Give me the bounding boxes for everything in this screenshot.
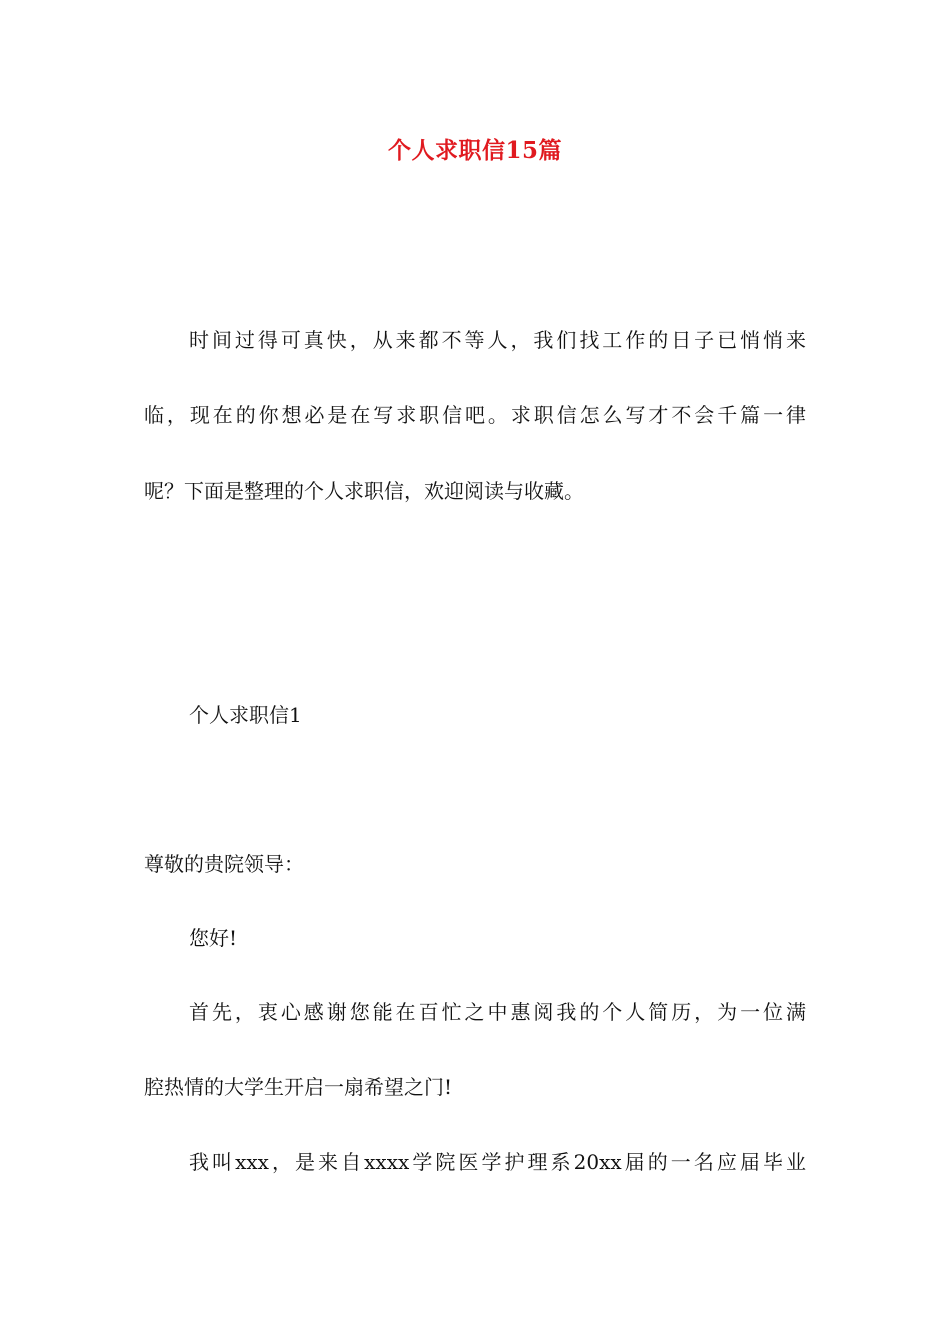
greeting: 您好! [189, 926, 238, 950]
para2-line-1: 我叫xxx，是来自xxxx学院医学护理系20xx届的一名应届毕业 [189, 1150, 806, 1174]
document-title: 个人求职信15篇 [387, 137, 562, 164]
para1-line-2: 腔热情的大学生开启一扇希望之门! [144, 1075, 453, 1099]
intro-line-1: 时间过得可真快，从来都不等人，我们找工作的日子已悄悄来 [189, 328, 806, 352]
salutation: 尊敬的贵院领导： [144, 852, 304, 876]
intro-line-3: 呢？下面是整理的个人求职信，欢迎阅读与收藏。 [144, 479, 584, 503]
para1-line-1: 首先，衷心感谢您能在百忙之中惠阅我的个人简历，为一位满 [189, 1000, 806, 1024]
section-heading: 个人求职信1 [189, 703, 302, 727]
intro-line-2: 临，现在的你想必是在写求职信吧。求职信怎么写才不会千篇一律 [144, 403, 806, 427]
